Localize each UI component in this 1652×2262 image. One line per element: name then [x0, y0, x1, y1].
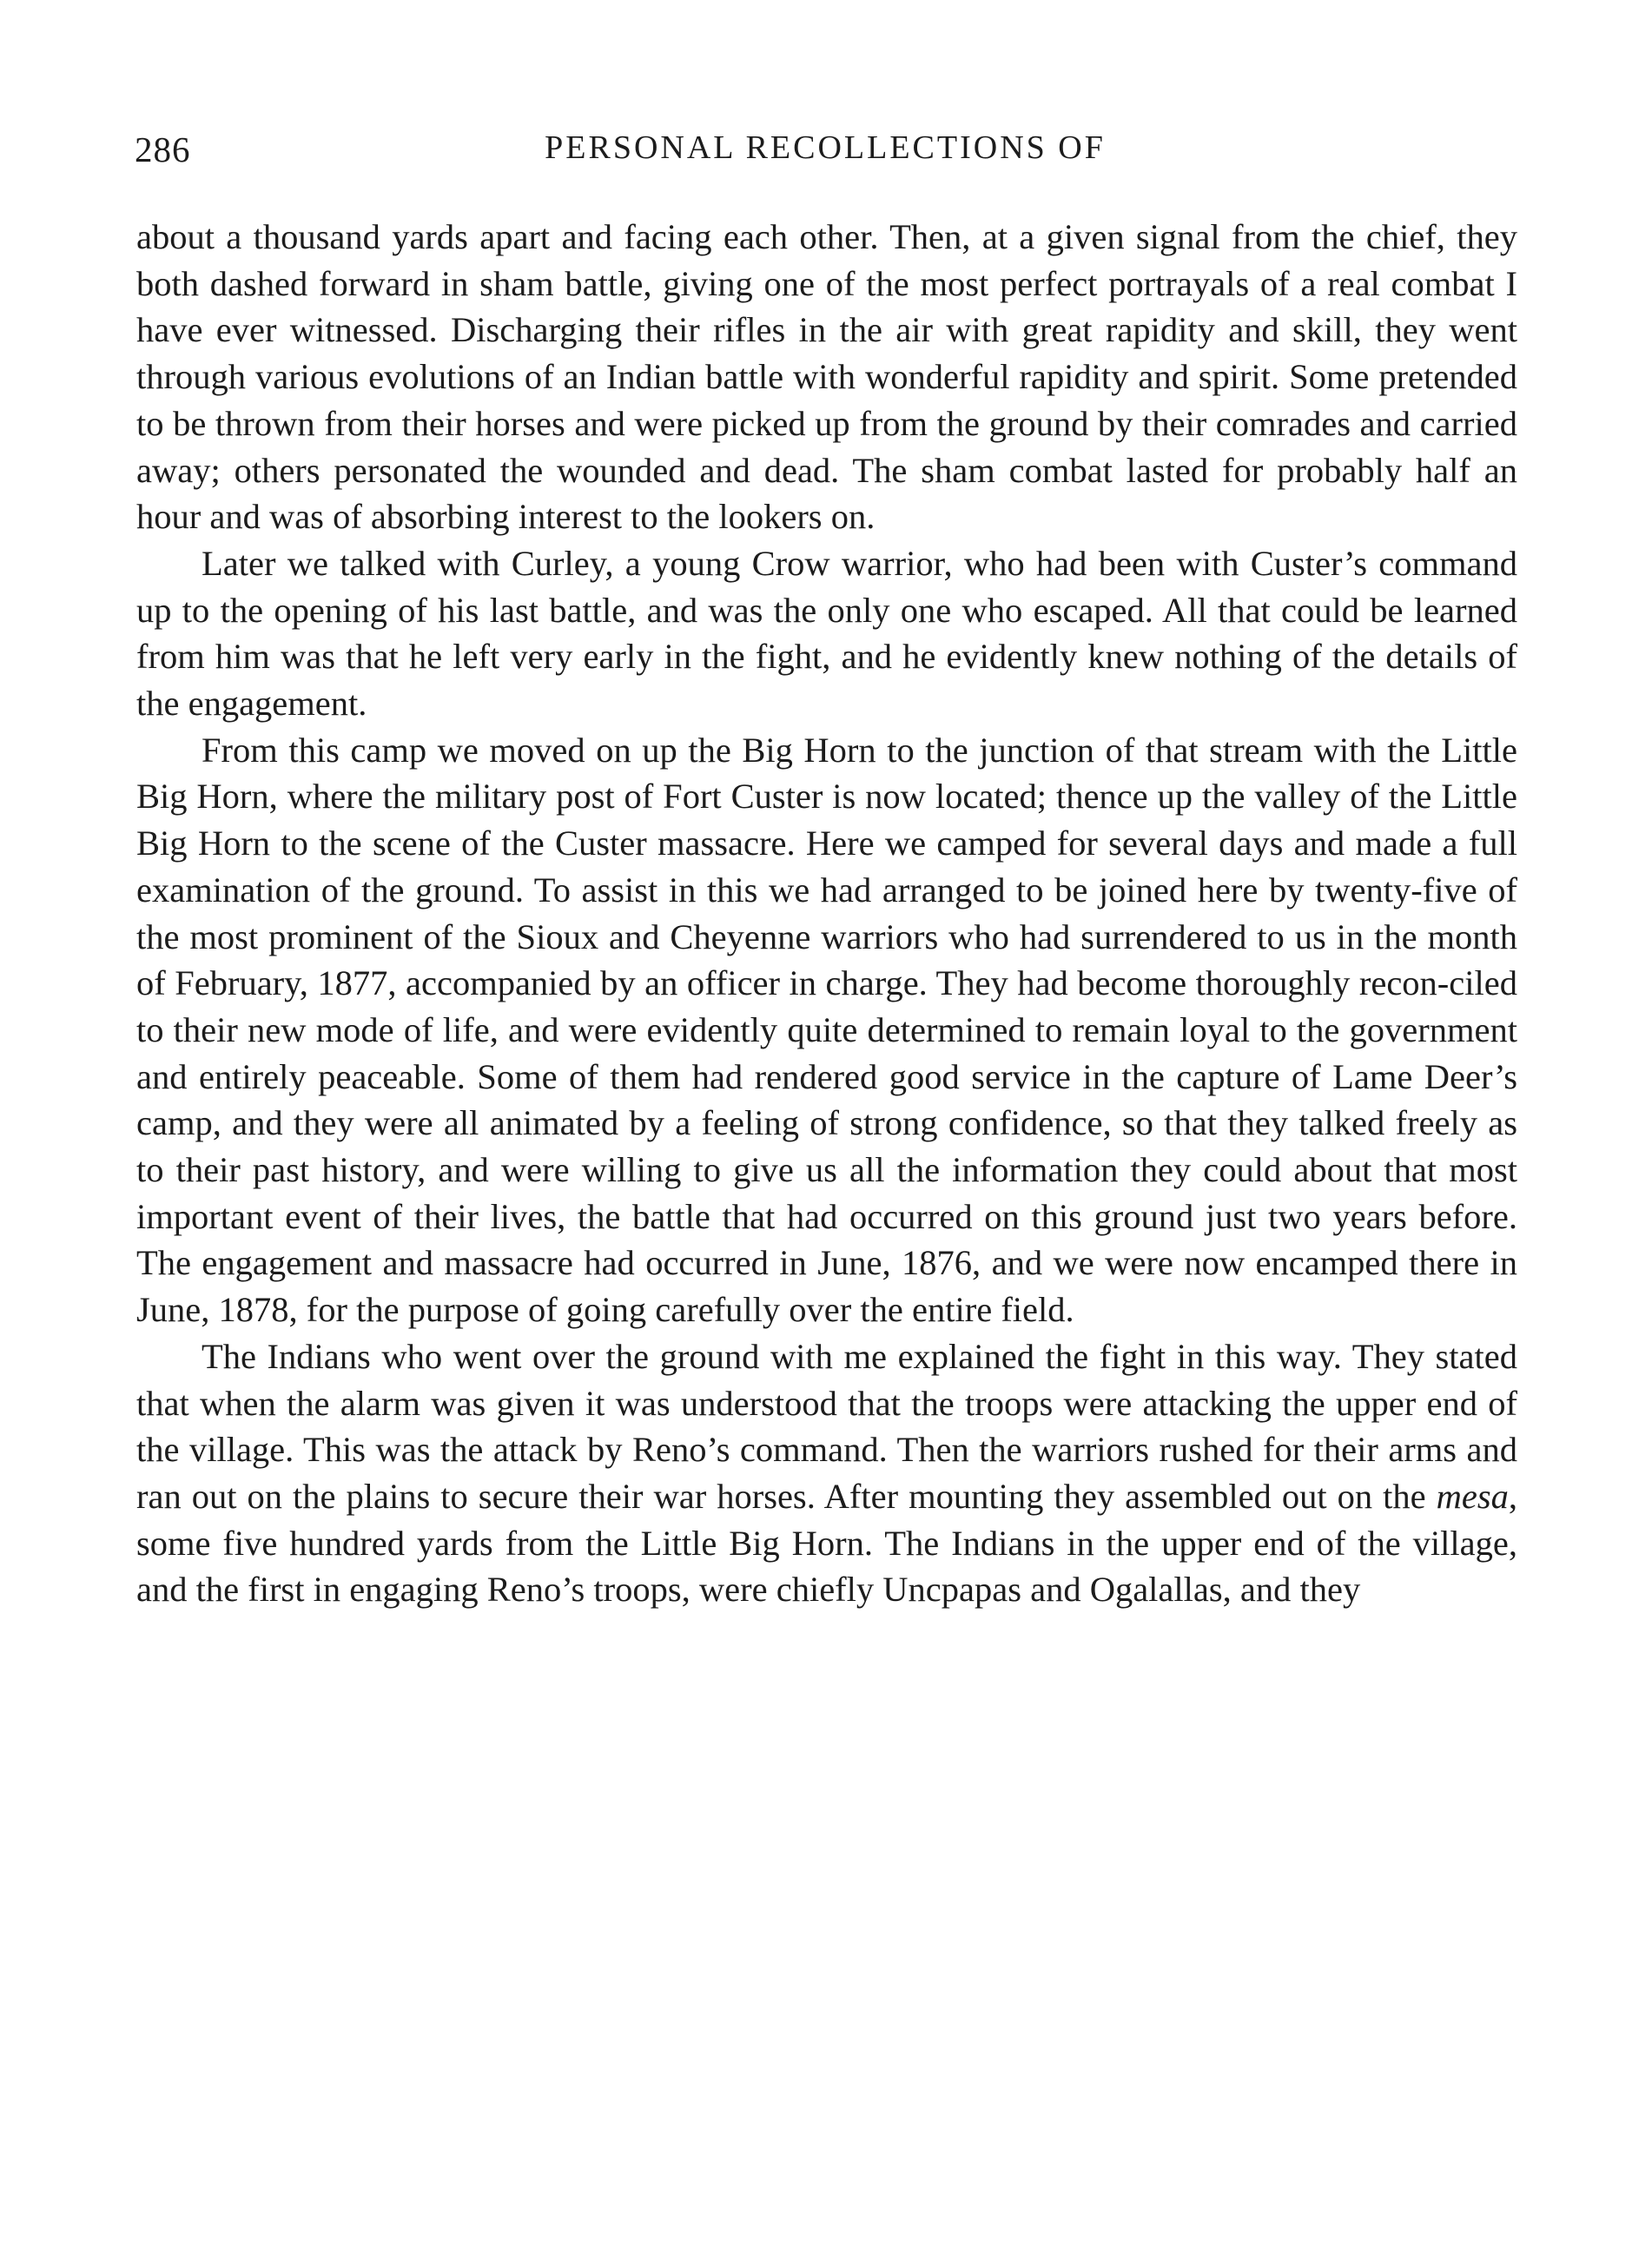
running-head: PERSONAL RECOLLECTIONS OF: [545, 129, 1106, 166]
paragraph-4-text-after: , some five hundred yards from the Little Big Horn. The Indians in the upper end of the village, and the first in engaging Reno’s troops, were chiefly Uncpapas and Ogalallas, and they: [136, 1476, 1517, 1610]
paragraph-3: From this camp we moved on up the Big Horn to the junction of that stream with the Little Big Horn, where the military post of Fort Custer is now located; thence up the valley of the Little Big Horn to the scene of the Custer massacre. Here we camped for several days and made a full examination of the ground. To assist in this we had arranged to be joined here by twenty-five of the most prominent of the Sioux and Cheyenne warriors who had surrendered to us in the month of February, 1877, accompanied by an officer in charge. They had become thoroughly recon-ciled to their new mode of life, and were evidently quite determined to remain loyal to the government and entirely peaceable. Some of them had rendered good service in the capture of Lame Deer’s camp, and they were all animated by a feeling of strong confidence, so that they talked freely as to their past history, and were willing to give us all the information they could about that most important event of their lives, the battle that had occurred on this ground just two years before. The engagement and massacre had occurred in June, 1876, and we were now encamped there in June, 1878, for the purpose of going carefully over the entire field.: [136, 730, 1517, 1330]
paragraph-4: [136, 1333, 1517, 1613]
paragraph-4-emphasis: mesa: [1436, 1476, 1509, 1516]
paragraph-1: about a thousand yards apart and facing each other. Then, at a given signal from the chief, they both dashed forward in sham battle, giving one of the most perfect portrayals of a real combat I have ever witnessed. Discharging their rifles in the air with great rapidity and skill, they went through various evolutions of an Indian battle with wonderful rapidity and spirit. Some pretended to be thrown from their horses and were picked up from the ground by their comrades and carried away; others personated the wounded and dead. The sham combat lasted for probably half an hour and was of absorbing interest to the lookers on.: [136, 217, 1517, 537]
page-number: 286: [135, 129, 191, 169]
paragraph-2: Later we talked with Curley, a young Crow warrior, who had been with Custer’s command up to the opening of his last battle, and was the only one who escaped. All that could be learned from him was that he left very early in the fight, and he evidently knew nothing of the details of the engagement.: [136, 543, 1517, 724]
paragraph-4-text-before: The Indians who went over the ground with me explained the fight in this way. They stated that when the alarm was given it was understood that the troops were attacking the upper end of the village. This was the attack by Reno’s command. Then the warriors rushed for their arms and ran out on the plains to secure their war horses. After mounting they assembled out on the: [136, 1336, 1517, 1516]
body-text: [136, 214, 1517, 1613]
page-header: [135, 129, 1516, 177]
